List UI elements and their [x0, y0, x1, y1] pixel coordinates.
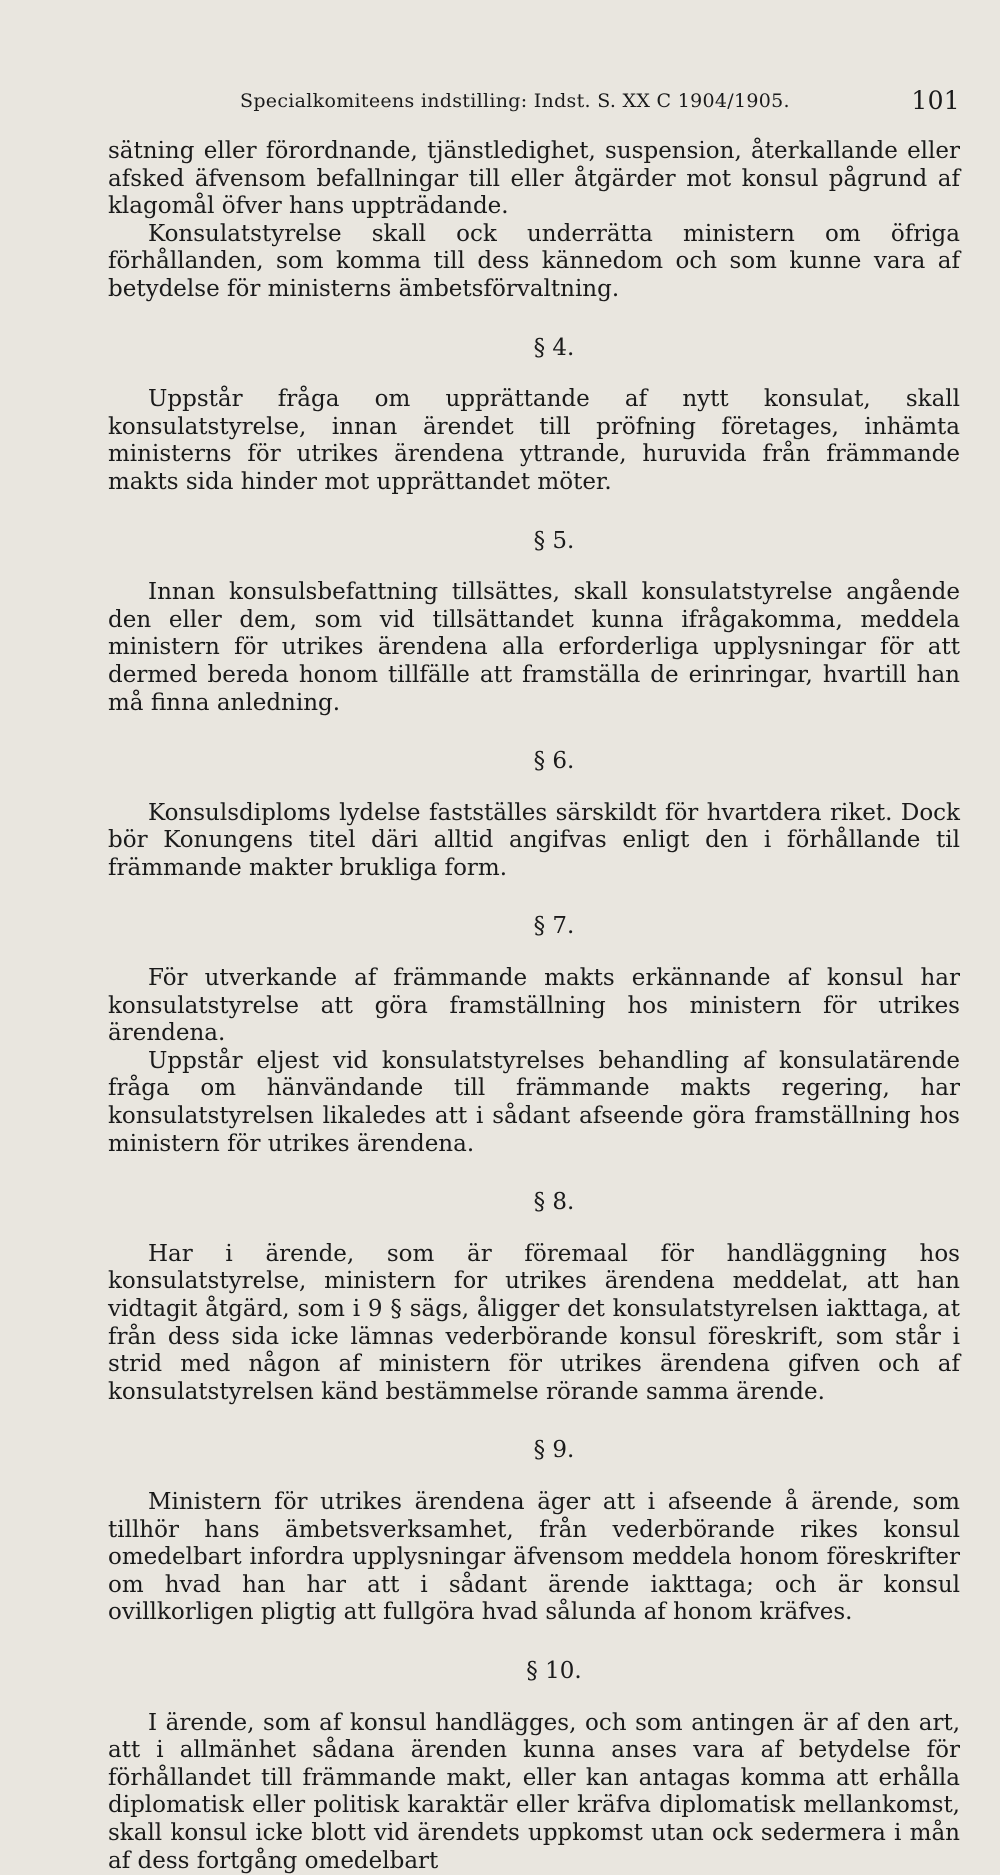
paragraph: Uppstår fråga om upprättande af nytt konsulat, skall konsulatstyrelse, innan ärendet till pröfning företages, inhämta ministerns för utrikes ärendena yttrande, huruvida från främmande makts sida hinder mot upprättandet möter. — [108, 386, 960, 495]
paragraph: För utverkande af främmande makts erkännande af konsul har konsulatstyrelse att göra framställning hos ministern för utrikes ärendena. — [108, 965, 960, 1047]
paragraph: sätning eller förordnande, tjänstledighet, suspension, återkallande eller afsked äfvensom befallningar till eller åtgärder mot konsul pågrund af klagomål öfver hans uppträdande. — [108, 138, 960, 220]
page-number: 101 — [911, 86, 960, 115]
section-heading: § 4. — [533, 334, 575, 361]
paragraph: Konsulatstyrelse skall ock underrätta ministern om öfriga förhållanden, som komma till dess kännedom och som kunne vara af betydelse för ministerns ämbetsförvaltning. — [108, 220, 960, 302]
running-header — [240, 86, 960, 115]
section-heading: § 10. — [526, 1657, 582, 1684]
paragraph: I ärende, som af konsul handlägges, och som antingen är af den art, att i allmänhet sådana ärenden kunna anses vara af betydelse för förhållandet till främmande makt, eller kan antagas komma att erhålla diplomatisk eller politisk karaktär eller kräfva diplomatisk mellankomst, skall konsul icke blott vid ärendets uppkomst utan ock sedermera i mån af dess fortgång omedelbart — [108, 1709, 960, 1874]
section-heading: § 7. — [533, 913, 575, 940]
paragraph: Ministern för utrikes ärendena äger att i afseende å ärende, som tillhör hans ämbetsverksamhet, från vederbörande rikes konsul omedelbart infordra upplysningar äfvensom meddela honom föreskrifter om hvad han har att i sådant ärende iakttaga; och är konsul ovillkorligen pligtig att fullgöra hvad sålunda af honom kräfves. — [108, 1488, 960, 1626]
section-heading: § 5. — [533, 527, 575, 554]
paragraph: Uppstår eljest vid konsulatstyrelses behandling af konsulatärende fråga om hänvändande till främmande makts regering, har konsulatstyrelsen likaledes att i sådant afseende göra framställning hos ministern för utrikes ärendena. — [108, 1047, 960, 1157]
section-heading: § 9. — [533, 1437, 575, 1464]
body-text — [108, 138, 960, 1875]
section-heading: § 6. — [533, 748, 575, 775]
section-heading: § 8. — [533, 1189, 575, 1216]
paragraph: Innan konsulsbefattning tillsättes, skall konsulatstyrelse angående den eller dem, som vid tillsättandet kunna ifrågakomma, meddela ministern för utrikes ärendena alla erforderliga upplysningar för att dermed bereda honom tillfälle att framställa de erinringar, hvartill han må finna anledning. — [108, 579, 960, 716]
running-title: Specialkomiteens indstilling: Indst. S. XX C 1904/1905. — [240, 90, 790, 112]
paragraph: Konsulsdiploms lydelse fastställes särskildt för hvartdera riket. Dock bör Konungens titel däri alltid angifvas enligt den i förhållande til främmande makter brukliga form. — [108, 799, 960, 881]
paragraph: Har i ärende, som är föremaal för handläggning hos konsulatstyrelse, ministern for utrikes ärendena meddelat, att han vidtagit åtgärd, som i 9 § sägs, åligger det konsulatstyrelsen iakttaga, at från dess sida icke lämnas vederbörande konsul föreskrift, som står i strid med någon af ministern för utrikes ärendena gifven och af konsulatstyrelsen känd bestämmelse rörande samma ärende. — [108, 1240, 960, 1405]
